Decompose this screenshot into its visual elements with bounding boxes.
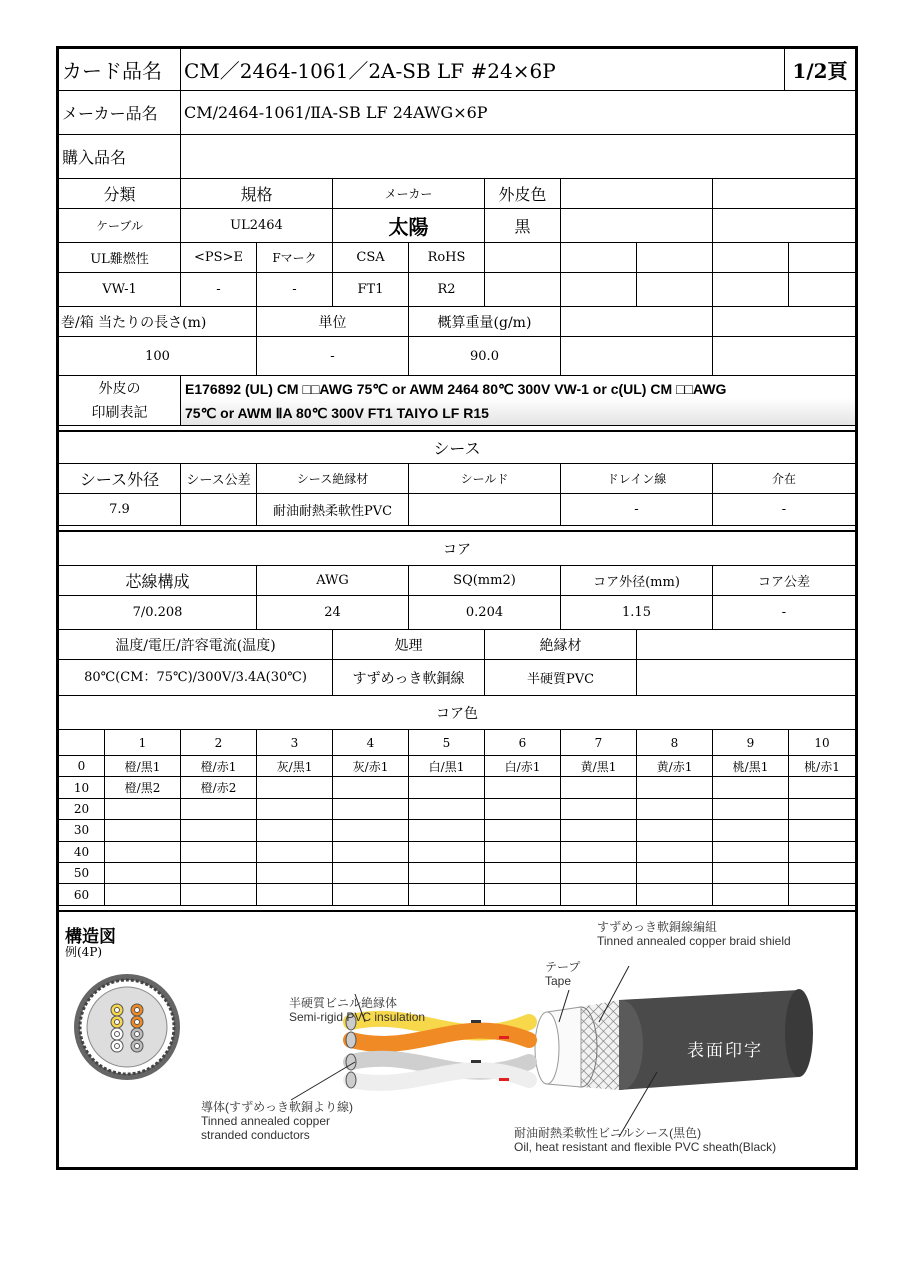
color-cell (333, 777, 409, 798)
sheath-value-od: 7.9 (59, 494, 181, 526)
label-conductor-en-1: Tinned annealed copper (201, 1114, 330, 1128)
color-cell (561, 884, 637, 905)
core-value-sq: 0.204 (409, 596, 561, 630)
color-cell (789, 777, 855, 798)
color-cell (333, 842, 409, 863)
std-header-blank-5 (789, 243, 855, 273)
card-name-label: カード品名 (59, 49, 181, 91)
length-label: 巻/箱 当たりの長さ(m) (59, 307, 257, 337)
class-value-category: ケーブル (59, 209, 181, 243)
core-blank-label (637, 630, 855, 660)
std-value-fmark: - (257, 273, 333, 307)
core-rating-value: 80℃(CM：75℃)/300V/3.4A(30℃) (59, 660, 333, 696)
label-conductor (201, 1100, 353, 1142)
std-value-blank-5 (789, 273, 855, 307)
label-braid-jp: すずめっき軟銅線編組 (597, 920, 718, 934)
color-row-label: 50 (59, 863, 105, 884)
color-cell (181, 799, 257, 820)
color-column-header: 1 (105, 730, 181, 756)
color-row-label: 60 (59, 884, 105, 905)
label-braid (597, 920, 791, 948)
card-name-value: CM／2464-1061／2A-SB LF #24×6P (181, 49, 785, 91)
color-cell (485, 777, 561, 798)
label-surface-print: 表面印字 (687, 1041, 763, 1061)
label-conductor-jp: 導体(すずめっき軟銅より線) (201, 1100, 353, 1114)
color-cell (181, 884, 257, 905)
color-cell (561, 842, 637, 863)
color-cell (409, 820, 485, 841)
color-cell (637, 884, 713, 905)
color-cell (561, 777, 637, 798)
core-insulation-label: 絶縁材 (485, 630, 637, 660)
std-header-blank-3 (637, 243, 713, 273)
sheath-header-filler: 介在 (713, 464, 855, 494)
maker-name-value: CM/2464-1061/ⅡA-SB LF 24AWG×6P (181, 91, 855, 135)
printing-label (59, 376, 181, 426)
color-cell (105, 842, 181, 863)
color-cell (485, 863, 561, 884)
wires-image (346, 1014, 529, 1088)
color-cell (789, 863, 855, 884)
color-cell (257, 799, 333, 820)
class-value-blank-1 (561, 209, 713, 243)
printing-label-line1: 外皮の (98, 380, 141, 397)
color-cell: 黄/黒1 (561, 756, 637, 777)
color-cell (485, 820, 561, 841)
std-value-rohs: R2 (409, 273, 485, 307)
sheath-header-od: シース外径 (59, 464, 181, 494)
color-cell (485, 884, 561, 905)
weight-value: 90.0 (409, 337, 561, 376)
label-insulation (289, 996, 425, 1024)
spec-sheet (56, 46, 858, 1170)
std-value-csa: FT1 (333, 273, 409, 307)
std-header-rohs: RoHS (409, 243, 485, 273)
class-header-category: 分類 (59, 179, 181, 209)
color-cell: 橙/赤1 (181, 756, 257, 777)
class-header-jacket-color: 外皮色 (485, 179, 561, 209)
color-cell (105, 820, 181, 841)
std-header-pse: <PS>E (181, 243, 257, 273)
color-cell (789, 799, 855, 820)
std-value-pse: - (181, 273, 257, 307)
class-header-blank-1 (561, 179, 713, 209)
color-row-label: 30 (59, 820, 105, 841)
color-cell (637, 863, 713, 884)
color-cell: 桃/黒1 (713, 756, 789, 777)
color-cell: 桃/赤1 (789, 756, 855, 777)
sheath-value-filler: - (713, 494, 855, 526)
purchase-name-value (181, 135, 855, 179)
std-header-fmark: Fマーク (257, 243, 333, 273)
std-header-blank-4 (713, 243, 789, 273)
color-cell: 白/赤1 (485, 756, 561, 777)
tape-image (535, 1007, 581, 1087)
color-cell (409, 799, 485, 820)
class-header-blank-2 (713, 179, 855, 209)
page-number: 1/2頁 (785, 49, 855, 91)
color-column-header: 5 (409, 730, 485, 756)
sheath-value-drain: - (561, 494, 713, 526)
cross-section-image (74, 974, 180, 1080)
color-cell (257, 884, 333, 905)
color-cell: 白/黒1 (409, 756, 485, 777)
class-value-blank-2 (713, 209, 855, 243)
color-cell (485, 799, 561, 820)
color-cell (257, 863, 333, 884)
class-header-maker: メーカー (333, 179, 485, 209)
diagram-example: 例(4P) (65, 945, 103, 959)
sheath-value-shield (409, 494, 561, 526)
color-cell (409, 884, 485, 905)
printing-label-line2: 印刷表記 (91, 404, 148, 421)
sheath-header-tolerance: シース公差 (181, 464, 257, 494)
color-row-label: 20 (59, 799, 105, 820)
core-color-title: コア色 (59, 696, 855, 730)
color-cell (409, 842, 485, 863)
color-cell (561, 863, 637, 884)
color-cell (789, 884, 855, 905)
core-header-od: コア外径(mm) (561, 566, 713, 596)
color-row-label: 40 (59, 842, 105, 863)
color-cell (789, 820, 855, 841)
core-blank-value (637, 660, 855, 696)
color-row-label: 0 (59, 756, 105, 777)
sheath-value-insulation: 耐油耐熱柔軟性PVC (257, 494, 409, 526)
maker-name-label: メーカー品名 (59, 91, 181, 135)
sheath-header-shield: シールド (409, 464, 561, 494)
std-value-blank-4 (713, 273, 789, 307)
color-column-header: 7 (561, 730, 637, 756)
color-cell (637, 777, 713, 798)
color-cell (637, 820, 713, 841)
unit-value: - (257, 337, 409, 376)
color-cell (713, 842, 789, 863)
std-header-blank-2 (561, 243, 637, 273)
color-cell (713, 884, 789, 905)
label-tape-jp: テープ (545, 960, 581, 974)
std-value-ul-flame: VW-1 (59, 273, 181, 307)
color-column-header: 6 (485, 730, 561, 756)
printing-line-1: E176892 (UL) CM □□AWG 75℃ or AWM 2464 80℃ 300V VW-1 or c(UL) CM □□AWG (185, 381, 727, 397)
color-row-label: 10 (59, 777, 105, 798)
color-cell (713, 863, 789, 884)
core-value-awg: 24 (257, 596, 409, 630)
core-title: コア (59, 532, 855, 566)
core-process-label: 処理 (333, 630, 485, 660)
color-column-header: 8 (637, 730, 713, 756)
printing-text (181, 376, 855, 426)
color-cell: 灰/黒1 (257, 756, 333, 777)
std-value-blank-2 (561, 273, 637, 307)
color-cell (485, 842, 561, 863)
color-table-corner (59, 730, 105, 756)
color-cell (181, 842, 257, 863)
purchase-name-label: 購入品名 (59, 135, 181, 179)
core-header-sq: SQ(mm2) (409, 566, 561, 596)
core-header-awg: AWG (257, 566, 409, 596)
std-header-csa: CSA (333, 243, 409, 273)
sheath-value-tolerance (181, 494, 257, 526)
label-insulation-jp: 半硬質ビニル絶縁体 (289, 996, 398, 1010)
diagram-title: 構造図 (65, 927, 116, 946)
label-insulation-en: Semi-rigid PVC insulation (289, 1010, 426, 1024)
sheath-header-drain: ドレイン線 (561, 464, 713, 494)
label-sheath (514, 1126, 776, 1154)
color-cell: 橙/黒2 (105, 777, 181, 798)
color-cell (789, 842, 855, 863)
std-value-blank-1 (485, 273, 561, 307)
std-header-blank-1 (485, 243, 561, 273)
class-value-standard: UL2464 (181, 209, 333, 243)
length-blank-1 (561, 307, 713, 337)
color-cell (105, 884, 181, 905)
label-braid-en: Tinned annealed copper braid shield (597, 934, 791, 948)
printing-line-2: 75℃ or AWM ⅡA 80℃ 300V FT1 TAIYO LF R15 (185, 405, 489, 421)
color-column-header: 10 (789, 730, 855, 756)
color-column-header: 3 (257, 730, 333, 756)
label-conductor-en-2: stranded conductors (201, 1128, 310, 1142)
unit-label: 単位 (257, 307, 409, 337)
label-tape-en: Tape (545, 974, 572, 988)
color-cell (333, 820, 409, 841)
length-blank-2 (713, 307, 855, 337)
length-value: 100 (59, 337, 257, 376)
color-cell (105, 799, 181, 820)
weight-label: 概算重量(g/m) (409, 307, 561, 337)
label-tape (545, 960, 580, 988)
class-value-jacket-color: 黒 (485, 209, 561, 243)
color-column-header: 2 (181, 730, 257, 756)
color-cell (409, 863, 485, 884)
color-cell (181, 820, 257, 841)
color-cell (409, 777, 485, 798)
std-header-ul-flame: UL難燃性 (59, 243, 181, 273)
color-cell (257, 777, 333, 798)
color-cell (105, 863, 181, 884)
color-cell: 橙/赤2 (181, 777, 257, 798)
color-cell (637, 842, 713, 863)
core-value-tolerance: - (713, 596, 855, 630)
color-cell (713, 820, 789, 841)
std-value-blank-3 (637, 273, 713, 307)
sheath-header-insulation: シース絶縁材 (257, 464, 409, 494)
color-cell: 橙/黒1 (105, 756, 181, 777)
color-cell (257, 820, 333, 841)
color-cell (561, 820, 637, 841)
label-sheath-jp: 耐油耐熱柔軟性ビニルシース(黒色) (514, 1126, 702, 1140)
color-cell (181, 863, 257, 884)
sheath-title: シース (59, 432, 855, 464)
core-value-od: 1.15 (561, 596, 713, 630)
color-cell: 黄/赤1 (637, 756, 713, 777)
core-insulation-value: 半硬質PVC (485, 660, 637, 696)
class-header-standard: 規格 (181, 179, 333, 209)
weight-blank-2 (713, 337, 855, 376)
color-cell (257, 842, 333, 863)
color-cell (561, 799, 637, 820)
color-cell (637, 799, 713, 820)
color-column-header: 4 (333, 730, 409, 756)
color-cell (333, 863, 409, 884)
color-cell (333, 799, 409, 820)
structure-diagram (59, 912, 855, 1167)
color-cell (713, 777, 789, 798)
color-cell (333, 884, 409, 905)
core-value-strand: 7/0.208 (59, 596, 257, 630)
weight-blank-1 (561, 337, 713, 376)
color-cell (713, 799, 789, 820)
core-header-strand: 芯線構成 (59, 566, 257, 596)
class-value-maker: 太陽 (333, 209, 485, 243)
color-cell: 灰/赤1 (333, 756, 409, 777)
color-column-header: 9 (713, 730, 789, 756)
core-rating-label: 温度/電圧/許容電流(温度) (59, 630, 333, 660)
label-sheath-en: Oil, heat resistant and flexible PVC sheath(Black) (514, 1140, 777, 1154)
core-process-value: すずめっき軟銅線 (333, 660, 485, 696)
core-header-tolerance: コア公差 (713, 566, 855, 596)
